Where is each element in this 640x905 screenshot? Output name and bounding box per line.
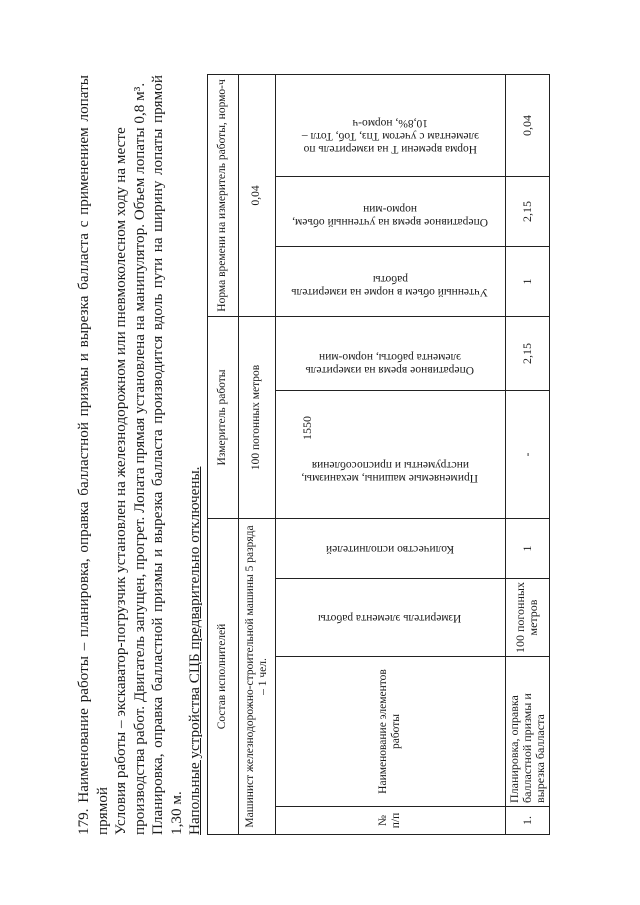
page-number: 1550 (300, 416, 314, 440)
cell-optime-volume: 2,15 (505, 176, 549, 246)
col-header-measure-text: Измеритель элемента работы (318, 612, 462, 624)
col-header-optime-volume (275, 176, 505, 246)
cell-measure: 100 погонных метров (505, 579, 549, 657)
table-summary-row (238, 74, 275, 834)
rotated-page-content (75, 75, 640, 835)
cell-volume: 1 (505, 246, 549, 316)
col-header-machines (275, 390, 505, 518)
work-conditions-line: производства работ. Двигатель запущен, прогрет. Лопата прямая установлена на манипулятор. Объем лопаты 0,8 м³. (130, 82, 148, 835)
table-header-row (207, 74, 238, 834)
unit-value: 100 погонных метров (238, 316, 275, 518)
col-header-volume-text: Учтенный объем в норме на измеритель работы (291, 273, 489, 299)
col-header-optime-text: Оперативное время на измеритель элемента работы, нормо-мин (305, 351, 475, 377)
col-header-norm-t-text: Норма времени Т на измеритель по элементам с учетом Тпз, Тоб, Тотл – 10,8%, нормо-ч (301, 117, 479, 156)
col-header-count-text: Количество исполнителей (325, 543, 455, 555)
col-header-no: № п/п (275, 807, 505, 835)
table-row (505, 74, 549, 834)
col-header-optime-volume-text: Оперативное время на учтенный объем, нормо-мин (292, 203, 488, 229)
norm-value: 0,04 (238, 74, 275, 316)
work-description (75, 75, 205, 835)
work-conditions-line: Напольные устройства СЦБ предварительно отключены. (186, 466, 203, 835)
col-header-machines-text: Применяемые машины, механизмы, инструменты и приспособления (301, 459, 479, 485)
cell-norm-t: 0,04 (505, 74, 549, 176)
col-header-volume (275, 246, 505, 316)
norm-table (207, 74, 550, 835)
col-header-count (275, 518, 505, 578)
col-header-optime (275, 316, 505, 390)
work-conditions-line: Планировка, оправка балластной призмы и вырезка балласта производится вдоль пути на ширину лопаты прямой 1,30 м. (149, 75, 185, 835)
work-title-line: 179. Наименование работы – планировка, оправка балластной призмы и вырезка балласта с применением лопаты прямой (75, 75, 111, 835)
norm-time-column (160, 75, 238, 76)
header-staff: Состав исполнителей (207, 518, 238, 834)
col-header-measure (275, 579, 505, 657)
table-column-header-row (275, 74, 505, 834)
col-header-norm-t (275, 74, 505, 176)
cell-optime: 2,15 (505, 316, 549, 390)
col-header-name: Наименование элементов работы (275, 657, 505, 807)
cell-machines: - (505, 390, 549, 518)
cell-name: Планировка, оправка балластной призмы и вырезка балласта (505, 657, 549, 807)
cell-no: 1. (505, 807, 549, 835)
header-unit: Измеритель работы (207, 316, 238, 518)
staff-value: Машинист железнодорожно-строительной машины 5 разряда – 1 чел. (238, 518, 275, 834)
header-norm: Норма времени на измеритель работы, нормо-ч (207, 74, 238, 316)
cell-count: 1 (505, 518, 549, 578)
work-conditions-line: Условия работы – экскаватор-погрузчик установлен на железнодорожном или пневмоколесном ходу на месте (112, 127, 129, 835)
